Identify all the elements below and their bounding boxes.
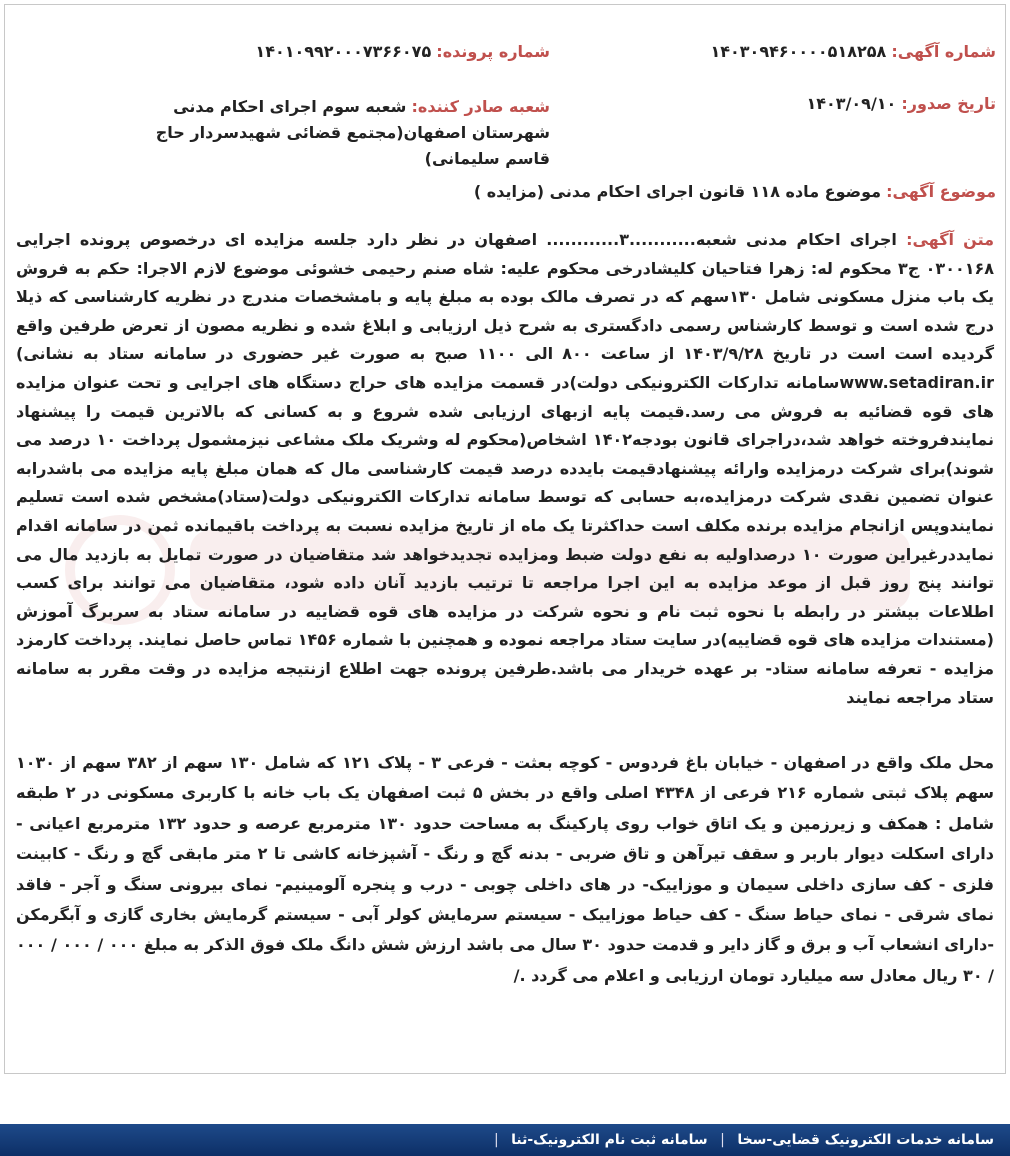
file-number-label: شماره پرونده: bbox=[436, 42, 550, 61]
ad-number-label: شماره آگهی: bbox=[891, 42, 996, 61]
subject-text: موضوع ماده ۱۱۸ قانون اجرای احکام مدنی (مزایده ) bbox=[473, 182, 882, 201]
notice-body bbox=[16, 226, 994, 712]
property-description: محل ملک واقع در اصفهان - خیابان باغ فردوس - کوچه بعثت - فرعی ۳ - پلاک ۱۲۱ که شامل ۱۳۰ سهم از ۳۸۲ سهم از ۱۰۳۰ سهم پلاک ثبتی شماره ۲۱۶ فرعی از ۴۳۴۸ اصلی واقع در بخش ۵ ثبت اصفهان یک باب خانه با کاربری مسکونی در ۲ طبقه شامل : همکف و زیرزمین و یک اتاق خواب روی پارکینگ به مساحت حدود ۱۳۰ مترمربع عرصه و حدود ۱۳۲ مترمربع اعیانی - دارای اسکلت دیوار باربر و سقف تیرآهن و تاق ضربی - بدنه گچ و رنگ - آشپزخانه کاشی تا ۲ متر مابقی گچ و رنگ - کابینت فلزی - کف سازی داخلی سیمان و موزاییک- در های داخلی چوبی - درب و پنجره آلومینیم- نمای بیرونی سنگ و آجر - فاقد نمای شرقی - نمای حیاط سنگ - کف حیاط موزاییک - سیستم سرمایش کولر آبی - سیستم گرمایش بخاری گازی و آبگرمکن -دارای انشعاب آب و برق و گاز دایر و قدمت حدود ۳۰ سال می باشد ارزش شش دانگ ملک فوق الذکر به مبلغ ۰۰۰ / ۰۰۰ / ۰۰۰ / ۳۰ ریال معادل سه میلیارد تومان ارزیابی و اعلام می گردد ./ bbox=[16, 753, 995, 985]
subject-label: موضوع آگهی: bbox=[886, 182, 996, 201]
subject-row bbox=[474, 182, 996, 201]
footer-bar bbox=[0, 1124, 1010, 1156]
footer-link-sakha[interactable]: سامانه خدمات الکترونیک قضایی-سخا bbox=[737, 1132, 994, 1148]
body-label: متن آگهی: bbox=[906, 230, 995, 249]
issue-date: ۱۴۰۳/۰۹/۱۰ bbox=[806, 94, 897, 113]
issue-date-label: تاریخ صدور: bbox=[901, 94, 996, 113]
issuer: شعبه سوم اجرای احکام مدنی شهرستان اصفهان(مجتمع قضائی شهیدسردار حاج قاسم سلیمانی) bbox=[155, 97, 550, 168]
file-number: ۱۴۰۱۰۹۹۲۰۰۰۷۳۶۶۰۷۵ bbox=[255, 42, 432, 61]
footer-separator: | bbox=[720, 1132, 725, 1148]
footer-separator-end: | bbox=[493, 1132, 499, 1148]
ad-number-row bbox=[710, 42, 996, 61]
issuer-row bbox=[110, 94, 550, 172]
footer-link-sana[interactable]: سامانه ثبت نام الکترونیک-ثنا bbox=[511, 1132, 708, 1148]
file-number-row bbox=[255, 42, 550, 61]
ad-number: ۱۴۰۳۰۹۴۶۰۰۰۰۵۱۸۲۵۸ bbox=[710, 42, 887, 61]
issue-date-row bbox=[807, 94, 997, 113]
issuer-label: شعبه صادر کننده: bbox=[411, 97, 550, 116]
body-text: اجرای احکام مدنی شعبه...........۳............ اصفهان در نظر دارد جلسه مزایده ای درخصوص پرونده اجرایی ۰۳۰۰۱۶۸ ج۳ محکوم له: زهرا فتاحیان کلیشادرخی محکوم علیه: شاه صنم رحیمی خشوئی موضوع لازم الاجرا: حکم به فروش یک باب منزل مسکونی شامل ۱۳۰سهم که در تصرف مالک بوده به مبلغ پایه و بامشخصات مندرج در نظریه کارشناسی که ذیلا درج شده است و توسط کارشناس رسمی دادگستری به شرح ذیل ارزیابی و ابلاغ شده و نظریه مصون از تعرض طرفین واقع گردیده است است در تاریخ ۱۴۰۳/۹/۲۸ از ساعت ۸۰۰ الی ۱۱۰۰ صبح به صورت غیر حضوری در سامانه ستاد به نشانی) www.setadiran.irسامانه تدارکات الکترونیکی دولت)در قسمت مزایده های حراج دستگاه های اجرایی و تحت عنوان مزایده های قوه قضائیه به فروش می رسد.قیمت پایه ازبهای ارزیابی شده شروع و به کسانی که بالاترین قیمت را پیشنهاد نمایندفروخته خواهد شد،دراجرای قانون بودجه۱۴۰۲ اشخاص(محکوم له وشریک ملک مشاعی نیزمشمول پرداخت ۱۰ درصد می شوند)برای شرکت درمزایده وارائه پیشنهادقیمت بایدده درصد قیمت کارشناسی مال که همان مبلغ پایه مزایده می باشدرابه عنوان تضمین نقدی شرکت درمزایده،به حسابی که توسط سامانه تدارکات الکترونیکی دولت(ستاد)مشخص شده است تسلیم نمایندوپس ازانجام مزایده برنده مکلف است حداکثرتا یک ماه از تاریخ مزایده نسبت به پرداخت باقیمانده ثمن در سامانه اقدام نمایددرغیراین صورت ۱۰ درصداولیه به نفع دولت ضبط ومزایده تجدیدخواهد شد متقاضیان در صورت تمایل به بازدید مال می توانند پنج روز قبل از موعد مزایده به این اجرا مراجعه تا ترتیب بازدید آنان داده شود، متقاضیان می توانند برای کسب اطلاعات بیشتر در رابطه با نحوه ثبت نام و نحوه شرکت در مزایده های قوه قضاییه در سامانه ستاد به سربرگ آموزش (مستندات مزایده های قوه قضاییه)در سایت ستاد مراجعه نموده و همچنین با شماره ۱۴۵۶ تماس حاصل نمایند. پرداخت کارمزد مزایده - تعرفه سامانه ستاد- بر عهده خریدار می باشد.طرفین پرونده جهت اطلاع ازنتیجه مزایده در وقت مقرر به سامانه ستاد مراجعه نمایند bbox=[16, 230, 995, 707]
